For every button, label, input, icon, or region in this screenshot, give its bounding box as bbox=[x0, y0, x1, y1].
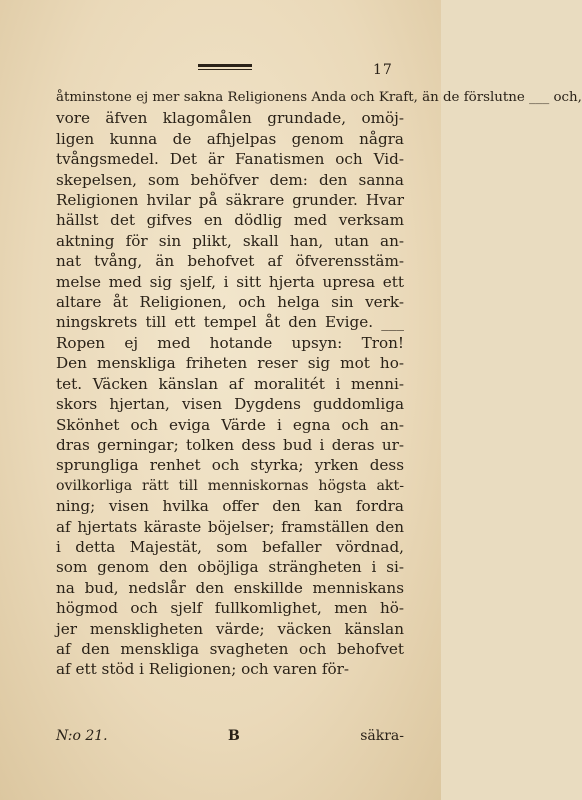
signature-mark: N:o 21. bbox=[56, 728, 108, 744]
text-line: af hjertats käraste böjelser; framställen den bbox=[56, 517, 404, 536]
text-line: ligen kunna de afhjelpas genom några bbox=[56, 129, 404, 148]
text-line: ningskrets till ett tempel åt den Evige. ___ bbox=[56, 313, 404, 332]
text-line: tet. Väcken känslan af moralitét i menni- bbox=[56, 374, 404, 393]
body-text bbox=[56, 88, 582, 680]
text-line: jer menskligheten värde; väcken känslan bbox=[56, 619, 404, 638]
text-line: aktning för sin plikt, skall han, utan an- bbox=[56, 231, 404, 250]
catchword: säkra- bbox=[360, 728, 404, 744]
text-line: af den menskliga svagheten och behofvet bbox=[56, 639, 404, 658]
gathering-letter: B bbox=[228, 728, 240, 744]
header-rule-thick bbox=[198, 64, 252, 67]
text-line: ovilkorliga rätt till menniskornas högsta akt- bbox=[56, 477, 404, 494]
text-line: Religionen hvilar på säkrare grunder. Hvar bbox=[56, 191, 404, 210]
page-footer bbox=[56, 728, 404, 750]
text-line: melse med sig sjelf, i sitt hjerta upresa ett bbox=[56, 272, 404, 291]
text-line: hällst det gifves en dödlig med verksam bbox=[56, 211, 404, 230]
text-line: na bud, nedslår den enskillde menniskans bbox=[56, 578, 404, 597]
page-number: 17 bbox=[373, 62, 393, 78]
text-line: Ropen ej med hotande upsyn: Tron! bbox=[56, 333, 404, 352]
text-line: skepelsen, som behöfver dem: den sanna bbox=[56, 170, 404, 189]
header-rule-thin bbox=[198, 69, 252, 70]
text-line: tvångsmedel. Det är Fanatismen och Vid- bbox=[56, 150, 404, 169]
text-line: altare åt Religionen, och helga sin verk- bbox=[56, 293, 404, 312]
text-line: sprungliga renhet och styrka; yrken dess bbox=[56, 456, 404, 475]
header-rule bbox=[198, 64, 252, 71]
text-line: Skönhet och eviga Värde i egna och an- bbox=[56, 415, 404, 434]
text-line: af ett stöd i Religionen; och varen för- bbox=[56, 660, 350, 679]
text-line: skors hjertan, visen Dygdens guddomliga bbox=[56, 395, 404, 414]
text-line: i detta Majestät, som befaller vördnad, bbox=[56, 537, 404, 556]
text-line: som genom den oböjliga strängheten i si- bbox=[56, 558, 404, 577]
text-line: högmod och sjelf fullkomlighet, men hö- bbox=[56, 599, 404, 618]
text-line: dras gerningar; tolken dess bud i deras ur- bbox=[56, 435, 404, 454]
text-line: vore äfven klagomålen grundade, omöj- bbox=[56, 109, 404, 128]
text-line: nat tvång, än behofvet af öfverensstäm- bbox=[56, 252, 404, 271]
text-line: åtminstone ej mer sakna Religionens Anda och Kraft, än de förslutne ___ och, bbox=[56, 90, 582, 105]
text-line: Den menskliga friheten reser sig mot ho- bbox=[56, 354, 404, 373]
text-line: ning; visen hvilka offer den kan fordra bbox=[56, 497, 404, 516]
